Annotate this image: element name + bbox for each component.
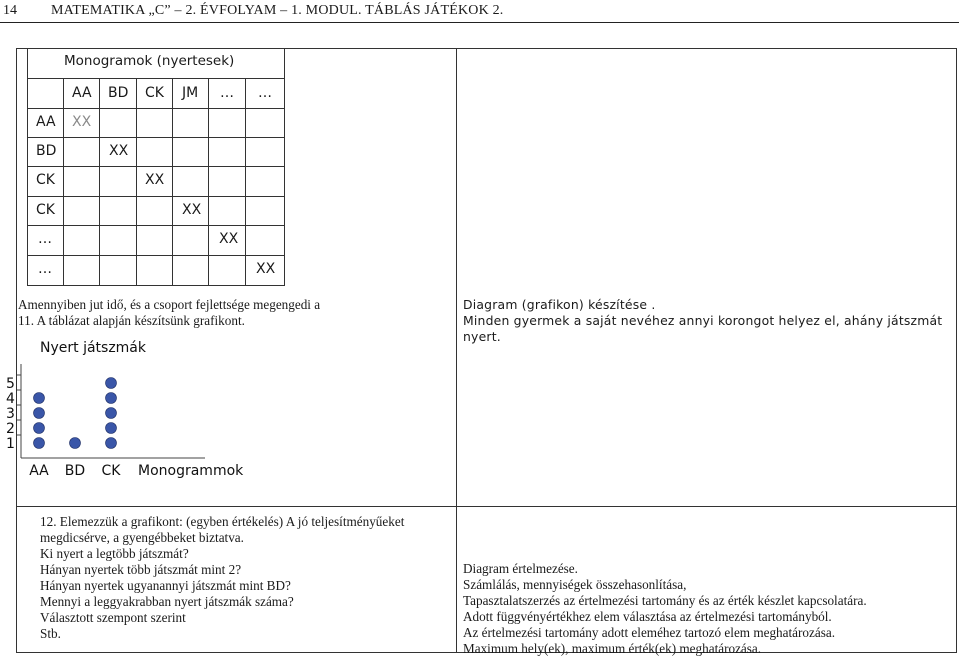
y-tick-label: 4 [6,391,15,407]
chart-dot [106,393,117,404]
chart-title: Nyert játszmák [40,340,146,356]
table-border-right [956,48,957,653]
column-header: CK [145,85,164,101]
task-12-line: Hányan nyertek több játszmát mint 2? [40,562,242,577]
task-12-line: Hányan nyertek ugyanannyi játszmát mint BD? [40,578,291,593]
interpretation-line: Tapasztalatszerzés az értelmezési tartomány és az érték készlet kapcsolatára. [463,593,867,608]
table-row-divider [16,506,957,507]
column-header: … [258,85,272,101]
grid-line [27,137,285,138]
page-number: 14 [3,3,17,18]
row-mark: XX [256,261,276,277]
monogram-table [27,48,285,286]
x-tick-label: CK [101,463,121,479]
task-12-line: Választott szempont szerint [40,610,186,625]
y-tick-label: 3 [6,406,15,422]
chart-dot [34,393,45,404]
row-label: BD [36,143,57,159]
column-header: BD [108,85,129,101]
chart-dot [106,408,117,419]
grid-line [27,285,285,286]
page-header [0,0,959,24]
task-11-line-2: 11. A táblázat alapján készítsünk grafikont. [18,313,245,328]
task-12-line: Ki nyert a legtöbb játszmát? [40,546,189,561]
header-rule [0,22,959,23]
x-tick-label: AA [29,463,49,479]
row-mark: XX [182,202,202,218]
chart-dot [106,438,117,449]
task-12-line: Mennyi a leggyakrabban nyert játszmák száma? [40,594,294,609]
diagram-note-line-2: Minden gyermek a saját nevéhez annyi korongot helyez el, ahány játszmát [463,313,943,328]
diagram-note-line-3: nyert. [463,329,501,344]
chart-dot [106,378,117,389]
interpretation-line: Adott függvényértékhez elem választása az értelmezési tartományból. [463,609,832,624]
monogram-table-title: Monogramok (nyertesek) [64,53,235,69]
column-header: AA [72,85,92,101]
row-label: … [38,261,52,277]
row-mark: XX [219,231,239,247]
grid-line [27,48,28,286]
grid-line [27,255,285,256]
task-11-line-1: Amennyiben jut idő, és a csoport fejlettsége megengedi a [18,297,321,312]
row-label: AA [36,114,56,130]
chart-dot [34,408,45,419]
grid-line [208,78,209,286]
header-title: MATEMATIKA „C” – 2. ÉVFOLYAM – 1. MODUL. TÁBLÁS JÁTÉKOK 2. [51,3,504,18]
row-label: … [38,231,52,247]
interpretation-line: Diagram értelmezése. [463,561,578,576]
row-mark: XX [72,114,92,130]
row-mark: XX [145,172,165,188]
row-label: CK [36,172,55,188]
grid-line [27,196,285,197]
interpretation-line: Maximum hely(ek), maximum érték(ek) meghatározása. [463,641,762,656]
grid-line [245,78,246,286]
x-tick-label: BD [64,463,86,479]
chart-dot [106,423,117,434]
grid-line [172,78,173,286]
task-12-line: megdicsérve, a gyengébbeket biztatva. [40,530,244,545]
grid-line [27,225,285,226]
grid-line [136,78,137,286]
y-tick-label: 1 [6,436,15,452]
chart-dot [34,438,45,449]
column-header: … [220,85,234,101]
y-tick-label: 5 [6,376,15,392]
interpretation-line: Számlálás, mennyiségek összehasonlítása, [463,577,687,592]
grid-line [284,48,285,286]
interpretation-line: Az értelmezési tartomány adott eleméhez tartozó elem meghatározása. [463,625,835,640]
row-mark: XX [109,143,129,159]
grid-line [63,78,64,286]
diagram-note-line-1: Diagram (grafikon) készítése . [463,297,656,312]
table-column-divider [456,48,457,653]
task-12-line: 12. Elemezzük a grafikont: (egyben értékelés) A jó teljesítményűeket [40,514,405,529]
x-axis-title: Monogrammok [138,463,244,479]
won-games-chart [0,330,300,485]
grid-line [27,108,285,109]
row-label: CK [36,202,55,218]
grid-line [99,78,100,286]
column-header: JM [182,85,199,101]
y-tick-label: 2 [6,421,15,437]
chart-dot [70,438,81,449]
task-12-line: Stb. [40,626,61,641]
grid-line [27,78,285,79]
grid-line [27,166,285,167]
chart-dot [34,423,45,434]
